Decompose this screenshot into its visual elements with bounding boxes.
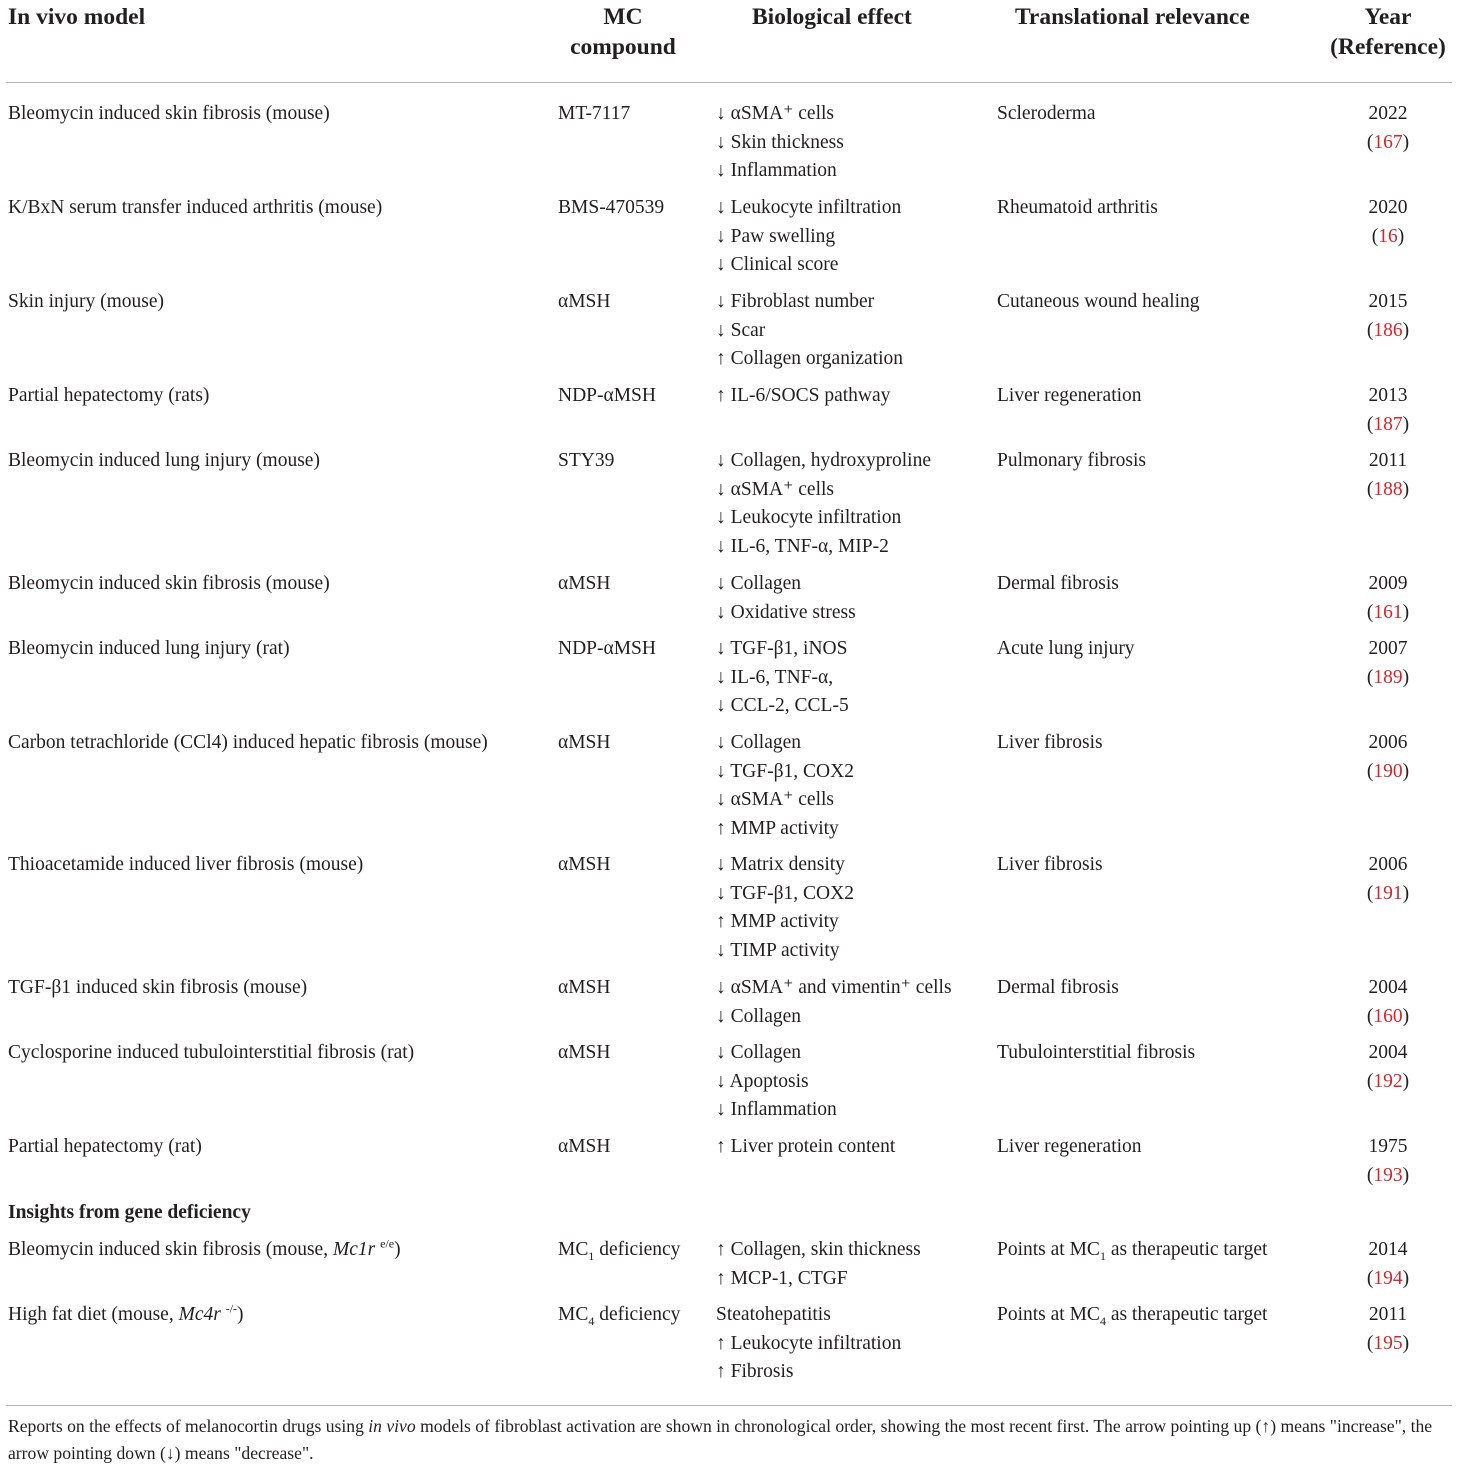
genotype: e/e	[380, 1236, 395, 1251]
genotype: -/-	[225, 1301, 238, 1316]
effect-cell	[716, 1236, 986, 1293]
effect-line: ↓ Paw swelling	[716, 225, 836, 247]
model-text: High fat diet (mouse,	[8, 1304, 174, 1325]
effect-line: ↓ Matrix density	[716, 854, 845, 875]
reference-citation: (167)	[1366, 131, 1410, 153]
model-cell	[8, 1301, 548, 1330]
reference-number: 167	[1373, 131, 1403, 153]
compound-cell: αMSH	[558, 732, 611, 753]
table-footnote	[8, 1413, 1454, 1467]
year-cell	[1330, 194, 1446, 251]
effect-cell	[716, 729, 986, 843]
effect-line: ↓ Leukocyte infiltration	[716, 507, 902, 529]
compound-cell: NDP-αMSH	[558, 385, 656, 406]
effect-line: ↑ Collagen, skin thickness	[716, 1239, 921, 1260]
effect-line: ↓ αSMA⁺ cells	[716, 103, 835, 124]
reference-number: 16	[1378, 225, 1398, 247]
reference-citation: (189)	[1366, 666, 1410, 688]
effect-cell	[716, 194, 986, 280]
year-cell	[1330, 1133, 1446, 1190]
reference-number: 161	[1373, 601, 1403, 623]
model-cell: Thioacetamide induced liver fibrosis (mouse)	[8, 854, 364, 875]
year-value: 2022	[1368, 103, 1408, 124]
reference-number: 186	[1373, 319, 1403, 341]
reference-citation: (16)	[1371, 225, 1405, 247]
effect-line: ↓ CCL-2, CCL-5	[716, 695, 849, 717]
effect-line: ↑ Leukocyte infiltration	[716, 1332, 902, 1354]
year-value: 2006	[1368, 732, 1408, 753]
effect-cell	[716, 1133, 986, 1162]
section-heading: Insights from gene deficiency	[8, 1202, 251, 1223]
reference-citation: (195)	[1366, 1332, 1410, 1354]
effect-line: ↓ Inflammation	[716, 160, 837, 182]
translational-cell: Rheumatoid arthritis	[997, 197, 1158, 218]
effect-line: ↑ MCP-1, CTGF	[716, 1267, 848, 1289]
reference-citation: (192)	[1366, 1070, 1410, 1092]
compound-cell: BMS-470539	[558, 197, 665, 218]
translational-cell: Dermal fibrosis	[997, 573, 1119, 594]
compound-cell: αMSH	[558, 573, 611, 594]
effect-line: ↓ Apoptosis	[716, 1070, 809, 1092]
model-cell: Carbon tetrachloride (CCl4) induced hepatic fibrosis (mouse)	[8, 732, 488, 753]
effect-line: ↓ IL-6, TNF-α, MIP-2	[716, 535, 889, 557]
receptor-name: MC	[558, 1239, 589, 1260]
reference-number: 191	[1373, 882, 1403, 904]
effect-line: ↓ Collagen, hydroxyproline	[716, 450, 932, 471]
year-value: 2006	[1368, 854, 1408, 875]
translational-cell: Dermal fibrosis	[997, 977, 1119, 998]
effect-line: ↓ Oxidative stress	[716, 601, 856, 623]
year-cell	[1330, 447, 1446, 504]
effect-line: ↓ TGF-β1, COX2	[716, 760, 854, 782]
effect-cell	[716, 447, 986, 561]
compound-cell: MT-7117	[558, 103, 631, 124]
year-value: 2007	[1368, 638, 1408, 659]
effect-line: ↓ Collagen	[716, 1005, 802, 1027]
receptor-subscript: 1	[588, 1248, 595, 1263]
receptor-subscript: 4	[588, 1313, 595, 1328]
effect-line: ↑ MMP activity	[716, 911, 839, 933]
translational-cell	[997, 1236, 1327, 1265]
effect-line: ↑ IL-6/SOCS pathway	[716, 385, 891, 406]
translational-cell: Liver fibrosis	[997, 732, 1103, 753]
year-cell	[1330, 100, 1446, 157]
year-value: 2013	[1368, 385, 1408, 406]
effect-line: ↑ Liver protein content	[716, 1136, 896, 1157]
year-cell	[1330, 570, 1446, 627]
reference-number: 190	[1373, 760, 1403, 782]
year-value: 2020	[1368, 197, 1408, 218]
effect-cell	[716, 1301, 986, 1387]
translational-text-end: as therapeutic target	[1110, 1304, 1268, 1325]
reference-citation: (194)	[1366, 1267, 1410, 1289]
translational-cell	[997, 1301, 1327, 1330]
model-cell: Bleomycin induced skin fibrosis (mouse)	[8, 103, 330, 124]
effect-line: ↓ TGF-β1, iNOS	[716, 638, 848, 659]
reference-citation: (190)	[1366, 760, 1410, 782]
translational-cell: Liver fibrosis	[997, 854, 1103, 875]
model-cell: TGF-β1 induced skin fibrosis (mouse)	[8, 977, 308, 998]
effect-line: ↓ IL-6, TNF-α,	[716, 666, 834, 688]
effect-line: ↑ MMP activity	[716, 817, 839, 839]
reference-citation: (160)	[1366, 1005, 1410, 1027]
footnote-part2: models of fibroblast activation are shown in chronological order, showing the most recent first. The arrow pointing up (↑) means "increase", the arrow pointing down (↓) means "decrease".	[8, 1416, 1433, 1463]
compound-cell: αMSH	[558, 1042, 611, 1063]
reference-number: 194	[1373, 1267, 1403, 1289]
header-rule	[6, 82, 1452, 83]
reference-number: 187	[1373, 413, 1403, 435]
year-value: 2004	[1368, 977, 1408, 998]
model-cell: Partial hepatectomy (rats)	[8, 385, 210, 406]
effect-cell	[716, 635, 986, 721]
deficiency-label: deficiency	[599, 1239, 681, 1260]
translational-cell: Liver regeneration	[997, 385, 1142, 406]
reference-citation: (161)	[1366, 601, 1410, 623]
effect-line: ↓ TIMP activity	[716, 939, 840, 961]
compound-cell: NDP-αMSH	[558, 638, 656, 659]
year-cell	[1330, 851, 1446, 908]
year-cell	[1330, 635, 1446, 692]
model-cell: Partial hepatectomy (rat)	[8, 1136, 202, 1157]
translational-cell: Scleroderma	[997, 103, 1096, 124]
receptor-name: MC	[558, 1304, 589, 1325]
effect-cell	[716, 570, 986, 627]
effect-line: ↓ Inflammation	[716, 1099, 837, 1121]
compound-cell: αMSH	[558, 854, 611, 875]
effect-cell	[716, 288, 986, 374]
compound-cell	[558, 1301, 708, 1330]
header-effect: Biological effect	[752, 4, 912, 30]
reference-number: 192	[1373, 1070, 1403, 1092]
translational-cell: Cutaneous wound healing	[997, 291, 1200, 312]
effect-cell	[716, 382, 986, 411]
effect-line: ↓ TGF-β1, COX2	[716, 882, 854, 904]
year-value: 2009	[1368, 573, 1408, 594]
effect-line: ↓ Collagen	[716, 1042, 802, 1063]
reference-number: 189	[1373, 666, 1403, 688]
translational-cell: Acute lung injury	[997, 638, 1135, 659]
translational-text: Points at MC	[997, 1239, 1100, 1260]
effect-cell	[716, 851, 986, 965]
reference-number: 195	[1373, 1332, 1403, 1354]
footnote-part1: Reports on the effects of melanocortin drugs using	[8, 1416, 364, 1436]
translational-cell: Pulmonary fibrosis	[997, 450, 1146, 471]
year-cell	[1330, 729, 1446, 786]
year-value: 2004	[1368, 1042, 1408, 1063]
effect-line: ↓ Scar	[716, 319, 766, 341]
year-value: 2015	[1368, 291, 1408, 312]
compound-cell: αMSH	[558, 291, 611, 312]
header-year: Year (Reference)	[1330, 4, 1446, 60]
reference-number: 188	[1373, 478, 1403, 500]
effect-cell	[716, 974, 986, 1031]
effect-line: ↓ Leukocyte infiltration	[716, 197, 902, 218]
header-model: In vivo model	[8, 4, 146, 30]
effect-line: ↓ αSMA⁺ cells	[716, 789, 835, 811]
model-cell	[8, 1236, 548, 1265]
footnote-italic: in vivo	[368, 1416, 416, 1436]
translational-cell: Tubulointerstitial fibrosis	[997, 1042, 1196, 1063]
effect-line: ↓ Clinical score	[716, 254, 839, 276]
receptor-subscript: 1	[1099, 1248, 1106, 1263]
reference-citation: (193)	[1366, 1164, 1410, 1186]
model-text-end: )	[394, 1239, 401, 1260]
year-value: 2014	[1368, 1239, 1408, 1260]
translational-text-end: as therapeutic target	[1110, 1239, 1268, 1260]
effect-cell	[716, 100, 986, 186]
model-cell: Bleomycin induced lung injury (rat)	[8, 638, 290, 659]
year-cell	[1330, 382, 1446, 439]
reference-citation: (187)	[1366, 413, 1410, 435]
compound-cell: αMSH	[558, 977, 611, 998]
year-cell	[1330, 1039, 1446, 1096]
header-compound: MC compound	[570, 4, 676, 60]
effect-line: ↓ αSMA⁺ and vimentin⁺ cells	[716, 977, 952, 998]
effect-line: ↓ Collagen	[716, 573, 802, 594]
reference-number: 193	[1373, 1164, 1403, 1186]
reference-citation: (191)	[1366, 882, 1410, 904]
model-cell: K/BxN serum transfer induced arthritis (mouse)	[8, 197, 383, 218]
receptor-subscript: 4	[1099, 1313, 1106, 1328]
reference-number: 160	[1373, 1005, 1403, 1027]
effect-line: ↑ Fibrosis	[716, 1361, 794, 1383]
year-cell	[1330, 1236, 1446, 1293]
reference-citation: (186)	[1366, 319, 1410, 341]
reference-citation: (188)	[1366, 478, 1410, 500]
effect-line: Steatohepatitis	[716, 1304, 831, 1325]
deficiency-label: deficiency	[599, 1304, 681, 1325]
effect-line: ↓ αSMA⁺ cells	[716, 478, 835, 500]
effect-line: ↑ Collagen organization	[716, 348, 904, 370]
translational-text: Points at MC	[997, 1304, 1100, 1325]
compound-cell: αMSH	[558, 1136, 611, 1157]
effect-line: ↓ Fibroblast number	[716, 291, 875, 312]
bottom-rule	[6, 1405, 1452, 1406]
header-translational: Translational relevance	[1015, 4, 1250, 30]
translational-cell: Liver regeneration	[997, 1136, 1142, 1157]
model-cell: Skin injury (mouse)	[8, 291, 164, 312]
effect-line: ↓ Collagen	[716, 732, 802, 753]
effect-cell	[716, 1039, 986, 1125]
model-cell: Bleomycin induced skin fibrosis (mouse)	[8, 573, 330, 594]
model-cell: Bleomycin induced lung injury (mouse)	[8, 450, 320, 471]
year-cell	[1330, 288, 1446, 345]
compound-cell: STY39	[558, 450, 615, 471]
effect-line: ↓ Skin thickness	[716, 131, 844, 153]
model-text-end: )	[237, 1304, 244, 1325]
year-cell	[1330, 1301, 1446, 1358]
gene-name: Mc4r	[178, 1304, 221, 1325]
year-value: 2011	[1368, 1304, 1408, 1325]
model-text: Bleomycin induced skin fibrosis (mouse,	[8, 1239, 329, 1260]
year-cell	[1330, 974, 1446, 1031]
gene-name: Mc1r	[332, 1239, 376, 1260]
compound-cell	[558, 1236, 708, 1265]
model-cell: Cyclosporine induced tubulointerstitial fibrosis (rat)	[8, 1042, 415, 1063]
year-value: 1975	[1368, 1136, 1408, 1157]
year-value: 2011	[1368, 450, 1408, 471]
